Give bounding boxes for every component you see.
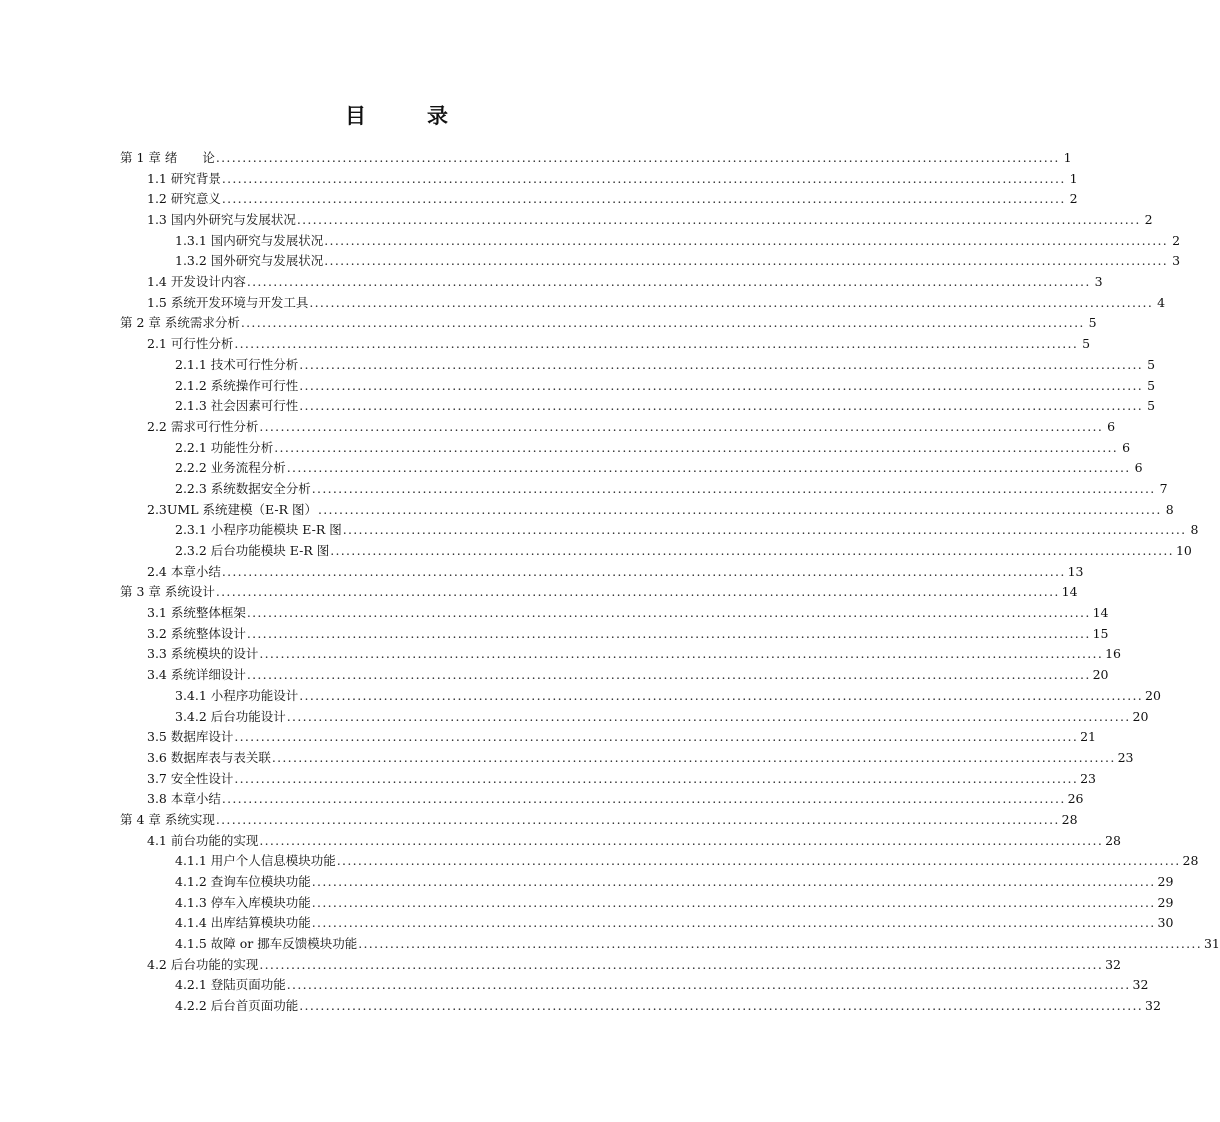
toc-entry[interactable] bbox=[120, 189, 1078, 210]
toc-entry-label: 4.1.3 停车入库模块功能 bbox=[175, 894, 311, 910]
toc-entry[interactable] bbox=[120, 996, 1161, 1017]
toc-entry[interactable] bbox=[120, 458, 1143, 479]
toc-entry[interactable] bbox=[120, 934, 1220, 955]
toc-entry[interactable] bbox=[120, 913, 1174, 934]
toc-leader-dots: ................................................................................................................................................................ bbox=[215, 811, 1060, 827]
toc-entry-label: 3.8 本章小结 bbox=[147, 791, 221, 807]
toc-leader-dots: ................................................................................................................................................................ bbox=[246, 667, 1091, 683]
toc-entry[interactable] bbox=[120, 541, 1192, 562]
toc-entry-label: 第 2 章 系统需求分析 bbox=[120, 315, 240, 331]
toc-leader-dots: ................................................................................................................................................................ bbox=[358, 936, 1202, 952]
toc-entry[interactable] bbox=[120, 645, 1122, 666]
toc-entry-label: 2.2.1 功能性分析 bbox=[175, 439, 274, 455]
toc-entry-page: 6 bbox=[1107, 418, 1116, 434]
toc-entry[interactable] bbox=[120, 272, 1103, 293]
toc-leader-dots: ................................................................................................................................................................ bbox=[246, 274, 1091, 290]
toc-entry-label: 1.5 系统开发环境与开发工具 bbox=[147, 294, 309, 310]
toc-entry[interactable] bbox=[120, 520, 1199, 541]
toc-entry-page: 8 bbox=[1165, 501, 1174, 517]
toc-leader-dots: ................................................................................................................................................................ bbox=[234, 770, 1079, 786]
toc-entry-label: 3.4 系统详细设计 bbox=[147, 667, 246, 683]
toc-leader-dots: ................................................................................................................................................................ bbox=[259, 418, 1104, 434]
toc-leader-dots: ................................................................................................................................................................ bbox=[259, 832, 1104, 848]
toc-entry[interactable] bbox=[120, 851, 1199, 872]
toc-entry-page: 1 bbox=[1063, 149, 1072, 165]
page-title: 目 录 bbox=[345, 104, 468, 128]
toc-entry-page: 28 bbox=[1105, 832, 1122, 848]
toc-entry-page: 32 bbox=[1105, 956, 1122, 972]
toc-entry-page: 14 bbox=[1092, 605, 1109, 621]
toc-entry-label: 4.1.4 出库结算模块功能 bbox=[175, 915, 311, 931]
toc-entry-label: 4.1.1 用户个人信息模块功能 bbox=[175, 853, 336, 869]
toc-entry-label: 2.3.2 后台功能模块 E-R 图 bbox=[175, 543, 330, 559]
toc-leader-dots: ................................................................................................................................................................ bbox=[234, 729, 1079, 745]
toc-entry[interactable] bbox=[120, 603, 1109, 624]
toc-entry-label: 1.1 研究背景 bbox=[147, 170, 221, 186]
toc-entry-label: 2.1 可行性分析 bbox=[147, 336, 234, 352]
toc-entry[interactable] bbox=[120, 562, 1084, 583]
toc-entry[interactable] bbox=[120, 355, 1156, 376]
toc-entry-page: 20 bbox=[1092, 667, 1109, 683]
toc-entry[interactable] bbox=[120, 334, 1091, 355]
toc-entry[interactable] bbox=[120, 748, 1134, 769]
toc-entry[interactable] bbox=[120, 293, 1166, 314]
toc-entry[interactable] bbox=[120, 169, 1078, 190]
toc-entry-label: 4.2.1 登陆页面功能 bbox=[175, 977, 286, 993]
toc-leader-dots: ................................................................................................................................................................ bbox=[296, 212, 1141, 228]
toc-entry-page: 5 bbox=[1082, 336, 1091, 352]
toc-leader-dots: ................................................................................................................................................................ bbox=[240, 315, 1085, 331]
toc-entry[interactable] bbox=[120, 396, 1156, 417]
toc-leader-dots: ................................................................................................................................................................ bbox=[299, 377, 1144, 393]
toc-entry[interactable] bbox=[120, 872, 1174, 893]
toc-leader-dots: ................................................................................................................................................................ bbox=[259, 956, 1104, 972]
toc-entry[interactable] bbox=[120, 727, 1097, 748]
toc-entry-label: 2.3.1 小程序功能模块 E-R 图 bbox=[175, 522, 342, 538]
toc-leader-dots: ................................................................................................................................................................ bbox=[215, 584, 1060, 600]
toc-leader-dots: ................................................................................................................................................................ bbox=[286, 708, 1131, 724]
toc-leader-dots: ................................................................................................................................................................ bbox=[221, 170, 1066, 186]
toc-leader-dots: ................................................................................................................................................................ bbox=[299, 356, 1144, 372]
toc-leader-dots: ................................................................................................................................................................ bbox=[286, 460, 1131, 476]
toc-entry-page: 21 bbox=[1080, 729, 1097, 745]
toc-entry-label: 4.1 前台功能的实现 bbox=[147, 832, 259, 848]
toc-entry-label: 4.2 后台功能的实现 bbox=[147, 956, 259, 972]
toc-leader-dots: ................................................................................................................................................................ bbox=[259, 646, 1104, 662]
toc-leader-dots: ................................................................................................................................................................ bbox=[342, 522, 1187, 538]
toc-entry-label: 2.2 需求可行性分析 bbox=[147, 418, 259, 434]
toc-entry-page: 23 bbox=[1080, 770, 1097, 786]
toc-entry-page: 28 bbox=[1061, 811, 1078, 827]
toc-entry-label: 1.3 国内外研究与发展状况 bbox=[147, 212, 296, 228]
toc-leader-dots: ................................................................................................................................................................ bbox=[286, 977, 1131, 993]
toc-entry-label: 2.1.2 系统操作可行性 bbox=[175, 377, 299, 393]
toc-entry-page: 8 bbox=[1190, 522, 1199, 538]
toc-entry[interactable] bbox=[120, 148, 1072, 169]
toc-entry[interactable] bbox=[120, 955, 1122, 976]
toc-entry[interactable] bbox=[120, 686, 1161, 707]
toc-entry[interactable] bbox=[120, 665, 1109, 686]
toc-entry-page: 5 bbox=[1088, 315, 1097, 331]
toc-entry-label: 1.4 开发设计内容 bbox=[147, 274, 246, 290]
toc-leader-dots: ................................................................................................................................................................ bbox=[299, 398, 1144, 414]
toc-leader-dots: ................................................................................................................................................................ bbox=[221, 191, 1066, 207]
toc-leader-dots: ................................................................................................................................................................ bbox=[309, 294, 1154, 310]
toc-leader-dots: ................................................................................................................................................................ bbox=[330, 543, 1174, 559]
toc-entry[interactable] bbox=[120, 789, 1084, 810]
toc-entry-label: 第 4 章 系统实现 bbox=[120, 811, 215, 827]
toc-entry-label: 3.2 系统整体设计 bbox=[147, 625, 246, 641]
toc-entry-label: 4.2.2 后台首页面功能 bbox=[175, 998, 299, 1014]
toc-leader-dots: ................................................................................................................................................................ bbox=[274, 439, 1119, 455]
toc-entry-page: 16 bbox=[1105, 646, 1122, 662]
toc-leader-dots: ................................................................................................................................................................ bbox=[271, 749, 1116, 765]
toc-leader-dots: ................................................................................................................................................................ bbox=[215, 149, 1060, 165]
toc-leader-dots: ................................................................................................................................................................ bbox=[311, 915, 1156, 931]
toc-entry-page: 6 bbox=[1134, 460, 1143, 476]
toc-entry-page: 2 bbox=[1069, 191, 1078, 207]
toc-entry-label: 3.4.2 后台功能设计 bbox=[175, 708, 286, 724]
toc-entry-page: 14 bbox=[1061, 584, 1078, 600]
toc-leader-dots: ................................................................................................................................................................ bbox=[317, 501, 1162, 517]
toc-entry-page: 1 bbox=[1069, 170, 1078, 186]
toc-entry-page: 31 bbox=[1203, 936, 1220, 952]
toc-entry[interactable] bbox=[120, 417, 1116, 438]
toc-entry-page: 26 bbox=[1067, 791, 1084, 807]
toc-entry-label: 第 3 章 系统设计 bbox=[120, 584, 215, 600]
toc-entry-label: 3.1 系统整体框架 bbox=[147, 605, 246, 621]
toc-entry[interactable] bbox=[120, 210, 1153, 231]
toc-leader-dots: ................................................................................................................................................................ bbox=[234, 336, 1079, 352]
toc-entry-label: 3.3 系统模块的设计 bbox=[147, 646, 259, 662]
toc-entry-label: 2.3UML 系统建模（E-R 图） bbox=[147, 501, 317, 517]
toc-entry-page: 4 bbox=[1157, 294, 1166, 310]
toc-entry[interactable] bbox=[120, 500, 1174, 521]
toc-entry[interactable] bbox=[120, 582, 1078, 603]
toc-leader-dots: ................................................................................................................................................................ bbox=[246, 605, 1091, 621]
toc-entry[interactable] bbox=[120, 624, 1109, 645]
toc-leader-dots: ................................................................................................................................................................ bbox=[299, 998, 1144, 1014]
toc-leader-dots: ................................................................................................................................................................ bbox=[311, 894, 1156, 910]
toc-entry-page: 2 bbox=[1172, 232, 1181, 248]
toc-entry-label: 1.2 研究意义 bbox=[147, 191, 221, 207]
toc-leader-dots: ................................................................................................................................................................ bbox=[246, 625, 1091, 641]
toc-entry[interactable] bbox=[120, 831, 1122, 852]
toc-entry-page: 7 bbox=[1159, 480, 1168, 496]
toc-entry-page: 2 bbox=[1144, 212, 1153, 228]
toc-leader-dots: ................................................................................................................................................................ bbox=[324, 232, 1169, 248]
toc-entry-page: 13 bbox=[1067, 563, 1084, 579]
toc-entry-page: 23 bbox=[1117, 749, 1134, 765]
toc-entry-page: 29 bbox=[1157, 874, 1174, 890]
toc-entry[interactable] bbox=[120, 438, 1131, 459]
toc-entry-page: 28 bbox=[1182, 853, 1199, 869]
toc-entry-page: 29 bbox=[1157, 894, 1174, 910]
toc-entry-label: 2.2.3 系统数据安全分析 bbox=[175, 480, 311, 496]
toc-entry-page: 3 bbox=[1172, 253, 1181, 269]
toc-entry-label: 第 1 章 绪 论 bbox=[120, 149, 215, 165]
toc-entry-page: 6 bbox=[1122, 439, 1131, 455]
toc-entry-page: 5 bbox=[1147, 356, 1156, 372]
toc-entry[interactable] bbox=[120, 376, 1156, 397]
toc-entry-page: 32 bbox=[1132, 977, 1149, 993]
toc-entry-label: 2.1.3 社会因素可行性 bbox=[175, 398, 299, 414]
toc-leader-dots: ................................................................................................................................................................ bbox=[311, 480, 1156, 496]
toc-entry[interactable] bbox=[120, 231, 1181, 252]
toc-entry-page: 20 bbox=[1145, 687, 1161, 703]
toc-entry-page: 15 bbox=[1092, 625, 1109, 641]
toc-entry-page: 3 bbox=[1094, 274, 1103, 290]
toc-entry-page: 10 bbox=[1175, 543, 1192, 559]
toc-entry-label: 1.3.1 国内研究与发展状况 bbox=[175, 232, 324, 248]
table-of-contents bbox=[120, 148, 1220, 1017]
toc-entry-label: 3.4.1 小程序功能设计 bbox=[175, 687, 299, 703]
toc-entry[interactable] bbox=[120, 893, 1174, 914]
toc-entry-page: 30 bbox=[1157, 915, 1174, 931]
toc-entry-page: 32 bbox=[1145, 998, 1161, 1014]
toc-entry-label: 3.7 安全性设计 bbox=[147, 770, 234, 786]
toc-entry[interactable] bbox=[120, 479, 1168, 500]
toc-leader-dots: ................................................................................................................................................................ bbox=[221, 791, 1066, 807]
toc-entry-label: 1.3.2 国外研究与发展状况 bbox=[175, 253, 324, 269]
toc-entry-label: 2.2.2 业务流程分析 bbox=[175, 460, 286, 476]
toc-entry-page: 20 bbox=[1132, 708, 1149, 724]
toc-entry[interactable] bbox=[120, 976, 1149, 997]
toc-entry-label: 2.4 本章小结 bbox=[147, 563, 221, 579]
toc-entry[interactable] bbox=[120, 707, 1149, 728]
toc-entry-page: 5 bbox=[1147, 398, 1156, 414]
toc-leader-dots: ................................................................................................................................................................ bbox=[324, 253, 1169, 269]
toc-leader-dots: ................................................................................................................................................................ bbox=[299, 687, 1144, 703]
toc-entry-label: 4.1.5 故障 or 挪车反馈模块功能 bbox=[175, 936, 358, 952]
toc-entry[interactable] bbox=[120, 810, 1078, 831]
toc-entry-label: 3.5 数据库设计 bbox=[147, 729, 234, 745]
toc-leader-dots: ................................................................................................................................................................ bbox=[336, 853, 1181, 869]
toc-leader-dots: ................................................................................................................................................................ bbox=[311, 874, 1156, 890]
toc-leader-dots: ................................................................................................................................................................ bbox=[221, 563, 1066, 579]
toc-entry-label: 2.1.1 技术可行性分析 bbox=[175, 356, 299, 372]
toc-entry-page: 5 bbox=[1147, 377, 1156, 393]
toc-entry-label: 4.1.2 查询车位模块功能 bbox=[175, 874, 311, 890]
toc-entry[interactable] bbox=[120, 769, 1097, 790]
toc-entry[interactable] bbox=[120, 314, 1097, 335]
toc-entry-label: 3.6 数据库表与表关联 bbox=[147, 749, 271, 765]
toc-entry[interactable] bbox=[120, 251, 1181, 272]
